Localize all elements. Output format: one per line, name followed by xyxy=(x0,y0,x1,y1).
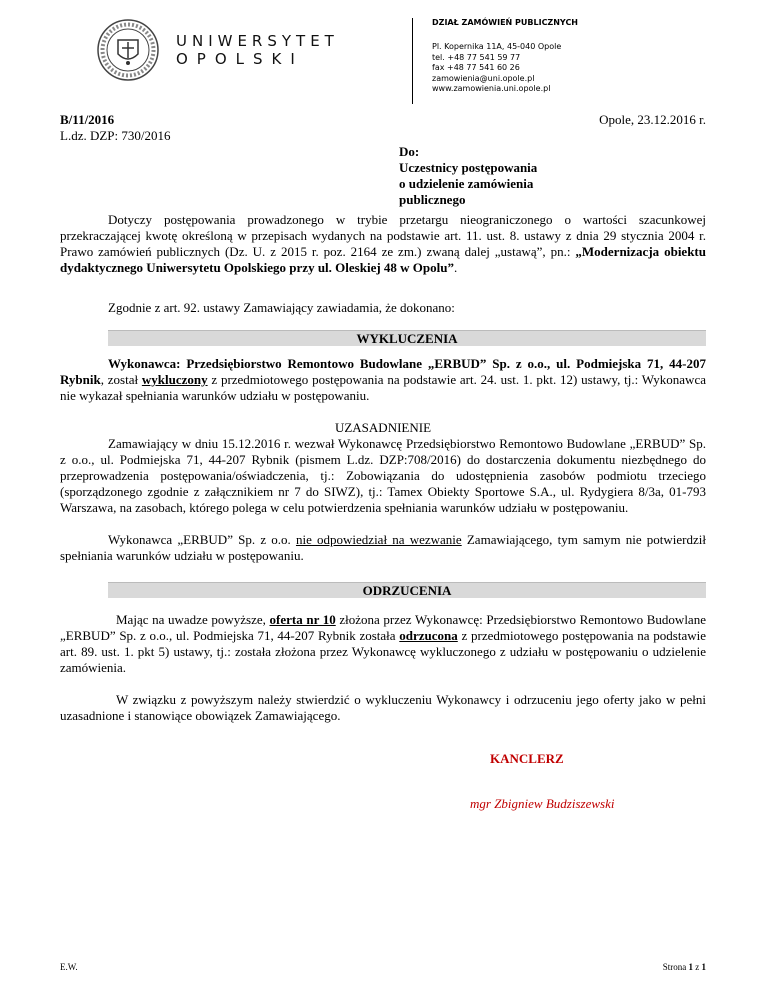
recipient-line-3: publicznego xyxy=(399,192,466,207)
department-name: DZIAŁ ZAMÓWIEŃ PUBLICZNYCH xyxy=(432,18,579,27)
address: Pl. Kopernika 11A, 45-040 Opole xyxy=(432,42,562,51)
rejected-word: odrzucona xyxy=(399,628,458,643)
summary-paragraph xyxy=(60,532,706,564)
website-link[interactable]: www.zamowienia.uni.opole.pl xyxy=(432,84,551,93)
phone: tel. +48 77 541 59 77 xyxy=(432,52,521,62)
summary-a: Wykonawca „ERBUD” Sp. z o.o. xyxy=(108,532,296,547)
summary-b: Zamawiającego, tym samym nie potwierdził spełniania warunków udziału w postępowaniu. xyxy=(60,532,707,563)
contact-block xyxy=(432,42,561,95)
notice-paragraph: Zgodnie z art. 92. ustawy Zamawiający zawiadamia, że dokonano: xyxy=(108,300,455,315)
recipient-line-1: Uczestnicy postępowania xyxy=(399,160,538,175)
procurement-title: „Modernizacja obiektu dydaktycznego Uniwersytetu Opolskiego przy ul. Oleskiej 48 w Opolu” xyxy=(60,244,706,275)
summary-underlined: nie odpowiedział na wezwanie xyxy=(295,532,462,547)
recipient-line-2: o udzielenie zamówienia xyxy=(399,176,534,191)
contractor-name: Wykonawca: Przedsiębiorstwo Remontowo Budowlane „ERBUD” Sp. z o.o., ul. Podmiejska 71, 44-207 Rybnik xyxy=(60,356,706,387)
justification-heading: UZASADNIENIE xyxy=(334,420,432,435)
recipient-block xyxy=(399,144,599,208)
page-of: z xyxy=(693,962,702,972)
exclusion-paragraph xyxy=(60,356,706,404)
offer-number: oferta nr 10 xyxy=(269,612,336,627)
ldz-number: L.dz. DZP: 730/2016 xyxy=(60,128,171,143)
intro-paragraph xyxy=(60,212,706,276)
rejection-paragraph xyxy=(60,612,706,676)
email-link[interactable]: zamowienia@uni.opole.pl xyxy=(432,73,535,83)
logo-line-2: OPOLSKI xyxy=(176,50,304,68)
fax: fax +48 77 541 60 26 xyxy=(432,63,520,72)
recipient-label: Do: xyxy=(399,144,420,159)
intro-end: . xyxy=(454,260,458,275)
university-wordmark xyxy=(176,32,339,68)
conclusion-paragraph: W związku z powyższym należy stwierdzić o wykluczeniu Wykonawcy i odrzuceniu jego oferty jako w pełni uzasadnione i stanowiące obowiązek Zamawiającego. xyxy=(60,692,706,723)
exclusion-rest: z przedmiotowego postępowania na podstawie art. 24. ust. 1. pkt. 12) ustawy, tj.: Wykonawca nie wykazał spełniania warunków udziału w postępowaniu. xyxy=(60,372,706,403)
university-seal-logo xyxy=(96,18,160,82)
rejection-c: z przedmiotowego postępowania na podstawie art. 89. ust. 1. pkt 5) ustawy, tj.: została złożona przez Wykonawcę wykluczonego z udziału w postępowaniu o udzielenie zamówienia. xyxy=(60,628,706,675)
rejection-b: złożona przez Wykonawcę: Przedsiębiorstwo Remontowo Budowlane „ERBUD” Sp. z o.o., ul. Podmiejska 71, 44-207 Rybnik została xyxy=(60,612,706,643)
justification-paragraph: Zamawiający w dniu 15.12.2016 r. wezwał Wykonawcę Przedsiębiorstwo Remontowo Budowlane „ERBUD” Sp. z o.o., ul. Podmiejska 71, 44-207 Rybnik (pismem L.dz. DZP:708/2016) do dostarczenia dokumentu niezbędnego do przeprowadzenia postępowania/oświadczenia, tj.: Zobowiązania do udostępnienia zasobów podmiotu trzeciego (sporządzonego zgodnie z załącznikiem nr 7 do SIWZ), tj.: Tamex Obiekty Sportowe S.A., ul. Rydygiera 8/3a, 01-793 Warszawa, na zasobach, którego polega w celu potwierdzenia spełniania warunków udziału w postępowaniu. xyxy=(60,436,706,515)
page-label: Strona xyxy=(662,962,689,972)
excluded-word: wykluczony xyxy=(141,372,208,387)
header-divider xyxy=(412,18,413,104)
rejection-a: Mając na uwadze powyższe, xyxy=(116,612,270,627)
page-number xyxy=(663,962,706,972)
page-current: 1 xyxy=(688,962,693,972)
case-number: B/11/2016 xyxy=(60,112,115,127)
exclusion-was: , został xyxy=(100,372,142,387)
section-heading-rejections: ODRZUCENIA xyxy=(108,582,706,598)
logo-line-1: UNIWERSYTET xyxy=(176,32,339,50)
place-date: Opole, 23.12.2016 r. xyxy=(599,112,706,127)
signature-title: KANCLERZ xyxy=(490,751,564,766)
signature-name: mgr Zbigniew Budziszewski xyxy=(470,796,615,811)
section-heading-exclusions: WYKLUCZENIA xyxy=(108,330,706,346)
intro-text: Dotyczy postępowania prowadzonego w trybie przetargu nieograniczonego o wartości szacunkowej przekraczającej kwotę określoną w przepisach wydanych na podstawie art. 11. ust. 8. ustawy z dnia 29 stycznia 2004 r. Prawo zamówień publicznych (Dz. U. z 2015 r. poz. 2164 ze zm.) zwaną dalej „ustawą”, pn.: xyxy=(60,212,706,259)
author-initials: E.W. xyxy=(60,962,78,972)
page-total: 1 xyxy=(701,962,706,972)
